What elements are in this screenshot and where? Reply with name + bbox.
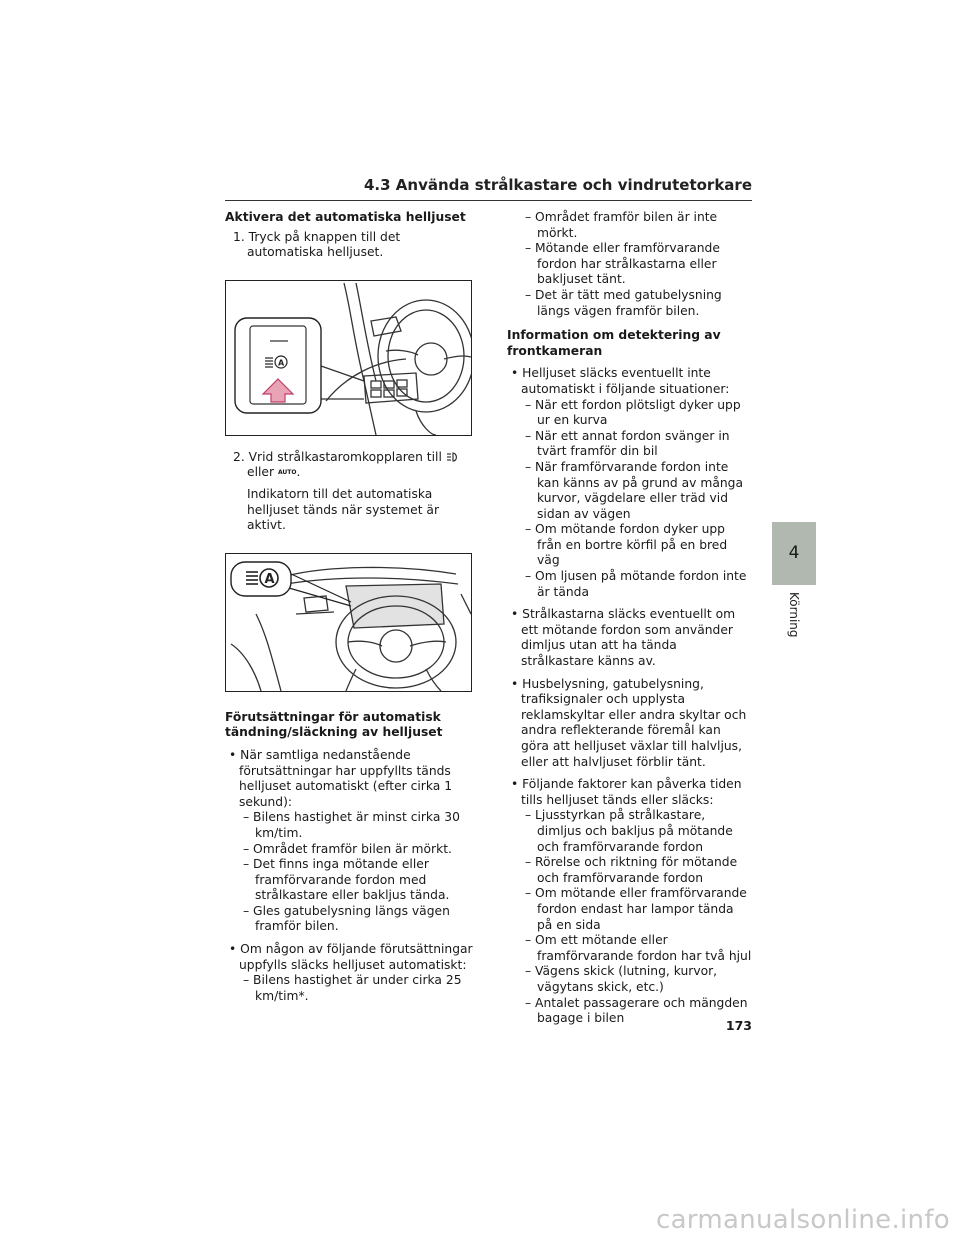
step-2-period: . <box>296 465 301 480</box>
dash-item: – Gles gatubelysning längs vägen framför bilen. <box>243 903 450 934</box>
dash-item: – Rörelse och riktning för mötande och framförvarande fordon <box>525 855 738 885</box>
headlight-icon <box>446 451 460 463</box>
bullet-not-off: • Helljuset släcks eventuellt inte automatiskt i följande situationer: <box>511 366 730 396</box>
watermark: carmanualsonline.info <box>655 1205 950 1235</box>
bullet-factors: • Följande faktorer kan påverka tiden tills helljuset tänds eller släcks: <box>511 777 742 807</box>
left-column <box>225 210 475 1004</box>
page-number: 173 <box>725 1018 752 1033</box>
chapter-label-text: Körning <box>787 592 801 638</box>
dashboard-button-illustration <box>226 281 471 435</box>
instrument-cluster-illustration <box>226 554 471 691</box>
step-2-text: 2. Vrid strålkastaromkopplaren till <box>233 449 442 464</box>
dash-item: – Om mötande fordon dyker upp från en bortre körfil på en bred väg <box>525 522 728 568</box>
section-header: 4.3 Använda strålkastare och vindrutetorkare <box>363 176 752 194</box>
step-2 <box>225 450 475 466</box>
dash-item: – När ett annat fordon svänger in tvärt framför din bil <box>525 428 730 459</box>
step-2-cont <box>225 465 475 481</box>
header-rule <box>225 200 752 201</box>
dash-item: – Vägens skick (lutning, kurvor, vägytans skick, etc.) <box>525 964 718 994</box>
chapter-tab: 4 <box>772 522 816 585</box>
bullet-all-conditions: • När samtliga nedanstående förutsättningar har uppfyllts tänds helljuset automatiskt (efter cirka 1 sekund): <box>229 747 453 809</box>
figure-auto-high-beam-button <box>225 280 472 436</box>
dash-item: – Mötande eller framförvarande fordon har strålkastarna eller bakljuset tänt. <box>525 241 720 287</box>
dash-item: – När ett fordon plötsligt dyker upp ur en kurva <box>525 397 741 428</box>
dash-item: – Ljusstyrkan på strålkastare, dimljus och bakljus på mötande och framförvarande fordon <box>525 808 733 854</box>
figure-indicator <box>225 553 472 692</box>
dash-item: – Om mötande eller framförvarande fordon endast har lampor tända på en sida <box>525 886 747 932</box>
dash-item: – Bilens hastighet är under cirka 25 km/tim*. <box>243 973 462 1003</box>
step-2-or: eller <box>247 465 275 480</box>
dash-item: – Området framför bilen är mörkt. <box>243 841 452 856</box>
dash-item: – Det finns inga mötande eller framförvarande fordon med strålkastare eller bakljus tända. <box>243 857 450 903</box>
dash-item: – Det är tätt med gatubelysning längs vägen framför bilen. <box>525 287 722 318</box>
dash-item: – Området framför bilen är inte mörkt. <box>525 210 718 240</box>
step-2-note: Indikatorn till det automatiska helljuset tänds när systemet är aktivt. <box>247 486 440 533</box>
auto-icon: AUTO <box>277 469 297 477</box>
dash-item: – Om ett mötande eller framförvarande fordon har två hjul <box>525 933 752 963</box>
bullet-any-condition: • Om någon av följande förutsättningar uppfylls släcks helljuset automatiskt: <box>229 942 473 972</box>
dash-item: – Om ljusen på mötande fordon inte är tända <box>525 569 747 599</box>
dash-item: – Bilens hastighet är minst cirka 30 km/tim. <box>243 810 460 840</box>
chapter-label <box>780 592 810 672</box>
heading-camera: Information om detektering av frontkameran <box>507 328 721 358</box>
heading-activate: Aktivera det automatiska helljuset <box>225 210 466 224</box>
step-1: 1. Tryck på knappen till det automatiska helljuset. <box>233 229 401 260</box>
svg-text:A: A <box>264 571 275 587</box>
bullet-fog-lights: • Strålkastarna släcks eventuellt om ett mötande fordon som använder dimljus utan att ha tända strålkastare känns av. <box>511 607 736 669</box>
dash-item: – Antalet passagerare och mängden bagage i bilen <box>525 995 748 1026</box>
right-column <box>507 210 752 1027</box>
dash-item: – När framförvarande fordon inte kan känns av på grund av många kurvor, vägdelare eller träd vid sidan av vägen <box>525 459 743 521</box>
svg-text:A: A <box>278 358 285 368</box>
bullet-lighting: • Husbelysning, gatubelysning, trafiksignaler och upplysta reklamskyltar eller andra skyltar och andra reflekterande föremål kan göra att helljuset växlar till halvljus, eller att halvljuset förblir tänt. <box>511 676 747 769</box>
heading-conditions: Förutsättningar för automatisk tändning/släckning av helljuset <box>225 709 443 740</box>
